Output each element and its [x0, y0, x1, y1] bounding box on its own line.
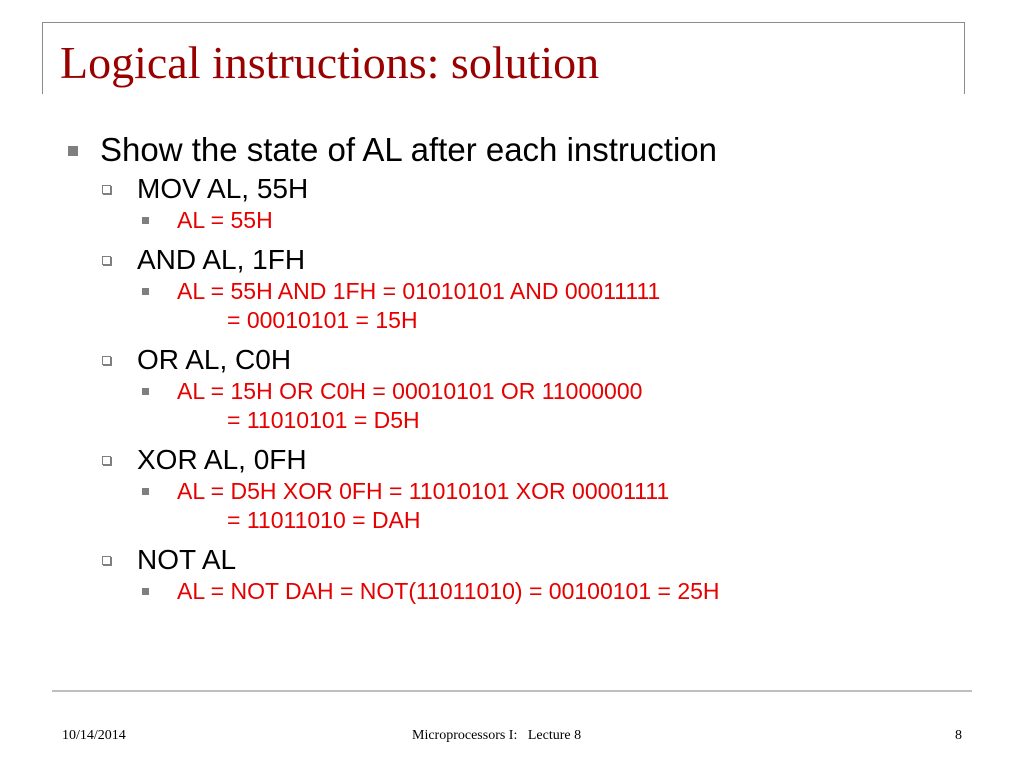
result-text: AL = NOT DAH = NOT(11011010) = 00100101 = 25H	[177, 578, 720, 604]
result-line	[60, 277, 984, 306]
result-text: AL = 15H OR C0H = 00010101 OR 11000000	[177, 378, 643, 404]
square-bullet-icon	[142, 488, 149, 495]
instruction-item	[60, 172, 984, 206]
square-bullet-icon	[142, 588, 149, 595]
result-line	[60, 377, 984, 406]
instruction-label: NOT AL	[137, 544, 237, 575]
instruction-item	[60, 443, 984, 477]
slide-content	[60, 128, 984, 606]
footer-course-title: Microprocessors I: Lecture 8	[412, 728, 582, 743]
footer-divider	[52, 690, 972, 692]
square-bullet-icon	[142, 288, 149, 295]
frame-left-line	[42, 22, 43, 94]
square-bullet-icon	[142, 217, 149, 224]
instruction-item	[60, 543, 984, 577]
frame-top-line	[42, 22, 964, 23]
hollow-square-bullet-icon	[102, 356, 111, 365]
hollow-square-bullet-icon	[102, 256, 111, 265]
instruction-label: OR AL, C0H	[137, 344, 292, 375]
result-continuation: = 00010101 = 15H	[227, 307, 418, 333]
instruction-item	[60, 343, 984, 377]
square-bullet-icon	[142, 388, 149, 395]
footer-date: 10/14/2014	[62, 728, 126, 743]
main-bullet-text: Show the state of AL after each instruction	[100, 131, 717, 168]
main-bullet	[60, 128, 984, 172]
frame-right-line	[964, 22, 965, 94]
instruction-label: XOR AL, 0FH	[137, 444, 307, 475]
hollow-square-bullet-icon	[102, 185, 111, 194]
result-text: AL = 55H	[177, 207, 273, 233]
result-line	[60, 577, 984, 606]
square-bullet-icon	[68, 146, 78, 156]
instruction-item	[60, 243, 984, 277]
result-continuation: = 11011010 = DAH	[227, 507, 421, 533]
result-line	[60, 206, 984, 235]
instruction-label: AND AL, 1FH	[137, 244, 306, 275]
result-line	[60, 477, 984, 506]
result-continuation: = 11010101 = D5H	[227, 407, 420, 433]
hollow-square-bullet-icon	[102, 456, 111, 465]
result-text: AL = D5H XOR 0FH = 11010101 XOR 00001111	[177, 478, 670, 504]
slide-title: Logical instructions: solution	[60, 37, 600, 88]
slide-number: 8	[955, 728, 962, 743]
result-text: AL = 55H AND 1FH = 01010101 AND 00011111	[177, 278, 661, 304]
hollow-square-bullet-icon	[102, 556, 111, 565]
instruction-label: MOV AL, 55H	[137, 173, 309, 204]
